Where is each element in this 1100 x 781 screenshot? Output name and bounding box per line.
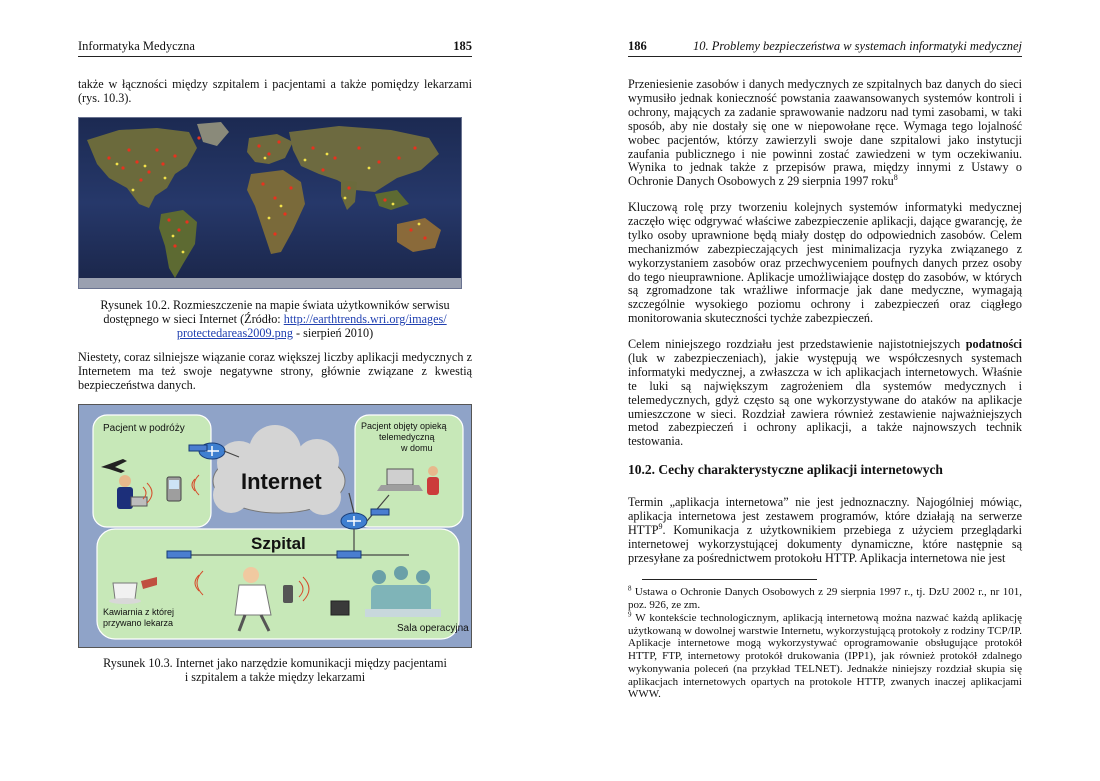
right-paragraph-4 [628,496,1022,566]
world-map-image [79,118,461,288]
right-paragraph-2-block [628,201,1022,326]
switch-icon [167,551,191,558]
right-page-number: 186 [628,39,647,53]
right-paragraph-4-text-start: Termin „aplikacja internetowa” nie jest jednoznaczny. Najogólniej mówiąc, aplikacja internetowa jest zestawem programów, które działają na serwerze HTTP [628,495,1022,537]
footnote-8 [628,586,1022,611]
section-heading: 10.2. Cechy charakterystyczne aplikacji internetowych [628,462,943,477]
label-patient-travelling: Pacjent w podróży [103,423,185,434]
network-diagram-figure [78,404,472,648]
world-map-figure [78,117,462,289]
right-paragraph-1 [628,78,1022,189]
footnote-8-mark: 8 [628,584,632,593]
figure-10-2-caption-line1: Rysunek 10.2. Rozmieszczenie na mapie świata użytkowników serwisu [100,298,450,312]
footnote-ref-9[interactable]: 9 [658,521,663,531]
left-page-number: 185 [453,39,472,53]
figure-10-2-source-link-file[interactable]: protectedareas2009.png [176,326,293,340]
handheld-device-icon [167,477,181,501]
figure-10-3-caption-line1: Rysunek 10.3. Internet jako narzędzie komunikacji między pacjentami [103,656,447,670]
left-page [78,0,472,781]
footnote-9-text: W kontekście technologicznym, aplikacją internetową można nazwać każdą aplikację użytkowaną w dowolnej warstwie Internetu, wykorzystującą protokoły z rodziny TCP/IP. Aplikacje internetowe mogą wykorzystywać oprogramowanie obsługujące protokół HTTP, FTP, internetowy protokół drukowania (IPP1), jak również protokół zdalnego wykonywania poleceń (na przykład TELNET). Jednakże niniejszy rozdział skupia się aplikacjach internetowych opartych na protokole HTTP, zwanych inaczej aplikacjami WWW. [628,612,1022,701]
right-paragraph-4-text-end: . Komunikacja z użytkownikiem przebiega z użyciem przeglądarki internetowej wykorzystującej dokumenty dynamiczne, które następnie są przesyłane za pośrednictwem protokołu HTTP. Aplikacja internetowa nie jest [628,522,1022,565]
figure-10-3-caption [78,656,472,684]
right-paragraph-2: Kluczową rolę przy tworzeniu kolejnych systemów informatyki medycznej zaczęło więc odgrywać właściwe zabezpieczenie aplikacji, dające gwarancję, że tylko osoby uprawnione będą miały dostęp do odpowiednich zasobów. Celem mechanizmów zabezpieczających jest minimalizacja ryzyka związanego z wykorzystaniem zasobów oraz przechwyceniem poufnych danych przez osoby do tego nieuprawnione. Aplikacje umożliwiające dostęp do zasobów, w których są zgromadzone tak wrażliwe informacje jak dane medyczne, wymagają szczególnie wysokiego poziomu ochrony i zabezpieczeń oraz ciągłego monitorowania skuteczności tychże zabezpieczeń. [628,200,1022,326]
left-paragraph: Niestety, coraz silniejsze wiązanie coraz większej liczby aplikacji medycznych z Internetem ma też swoje negatywne strony, głównie związane z kwestią bezpieczeństwa danych. [78,350,472,392]
footnote-ref-8[interactable]: 8 [893,173,898,183]
label-home-patient-line2: telemedyczną [379,432,435,442]
footnote-9-mark: 9 [628,610,632,619]
right-running-head [628,38,1022,57]
label-hospital: Szpital [251,534,306,553]
monitor-icon [331,601,349,615]
figure-10-2-source-link[interactable]: http://earthtrends.wri.org/images/ [283,312,447,326]
right-paragraph-4-block [628,496,1022,566]
right-header-title: 10. Problemy bezpieczeństwa w systemach informatyki medycznej [693,39,1022,53]
phone-icon [283,585,293,603]
left-intro-block [78,78,472,106]
footnote-8-text: Ustawa o Ochronie Danych Osobowych z 29 sierpnia 1997 r., tj. DzU 2002 r., nr 101, poz. 926, ze zm. [628,586,1022,611]
right-paragraph-3 [628,338,1022,449]
switch-icon [189,445,207,451]
left-intro-text: także w łączności między szpitalem i pacjentami a także pomiędzy lekarzami (rys. 10.3). [78,77,472,105]
right-paragraph-3-text-end: (luk w zabezpieczeniach), jakie występują we współczesnych systemach informatyki medycznej, a zwłaszcza w ich aplikacjach internetowych. Właśnie te luki są największym zagrożeniem dla systemów medycznych i telemedycznych, gdyż często są one wykorzystywane do ataków na aplikacje umieszczone w sieci. Rozdział zawiera również zestawienie najważniejszych metod zabezpieczeń i ochrony aplikacji, a także najnowszych technik testowania. [628,350,1022,449]
right-paragraph-3-block [628,338,1022,449]
label-cafe-line1: Kawiarnia z której [103,607,175,617]
footnote-9 [628,612,1022,701]
network-diagram-image [79,405,471,647]
figure-10-3-caption-line2: i szpitalem a także między lekarzami [184,670,366,684]
figure-10-2-caption-line2 [78,312,472,326]
router-icon [341,513,367,529]
right-paragraph-1-text: Przeniesienie zasobów i danych medycznych ze szpitalnych baz danych do sieci wymusiło jednak konieczność powstania zaawansowanych systemów kontroli i ochrony, mających za zadanie sprawowanie nadzoru nad tymi zasobami, w taki sposób, aby nie dostały się one w niepowołane ręce. Wymaga tego lojalność wobec pacjentów, którzy zawierzyli swoje dane szpitalowi jako instytucji zaufania publicznego i nie powinni zostać zawiedzeni w tym oczekiwaniu. Wynika to jednak także z przepisów prawa, między innymi z Ustawy o Ochronie Danych Osobowych z 29 sierpnia 1997 roku [628,77,1022,189]
label-internet: Internet [241,469,322,494]
label-operating-room: Sala operacyjna [397,623,469,634]
left-running-head [78,38,472,57]
right-paragraph-1-block [628,78,1022,189]
figure-10-2-caption-date: - sierpień 2010) [292,326,374,340]
footnote-separator [642,579,817,580]
right-paragraph-3-text-start: Celem niniejszego rozdziału jest przedstawienie najistotniejszych [628,337,966,351]
figure-10-2-caption [78,298,472,340]
home-patient-icon [427,466,439,495]
right-page [628,0,1022,781]
label-cafe-line2: przywano lekarza [103,618,174,628]
label-home-patient-line1: Pacjent objęty opieką [361,421,447,431]
figure-10-2-caption-line3 [78,326,472,340]
left-header-title: Informatyka Medyczna [78,39,195,53]
switch-icon [337,551,361,558]
figure-10-2-caption-source-prefix: dostępnego w sieci Internet (Źródło: [103,312,284,326]
keyword-vulnerability: podatności [965,337,1022,351]
switch-icon [371,509,389,515]
label-home-patient-line3: w domu [401,443,433,453]
left-paragraph-block [78,351,472,393]
